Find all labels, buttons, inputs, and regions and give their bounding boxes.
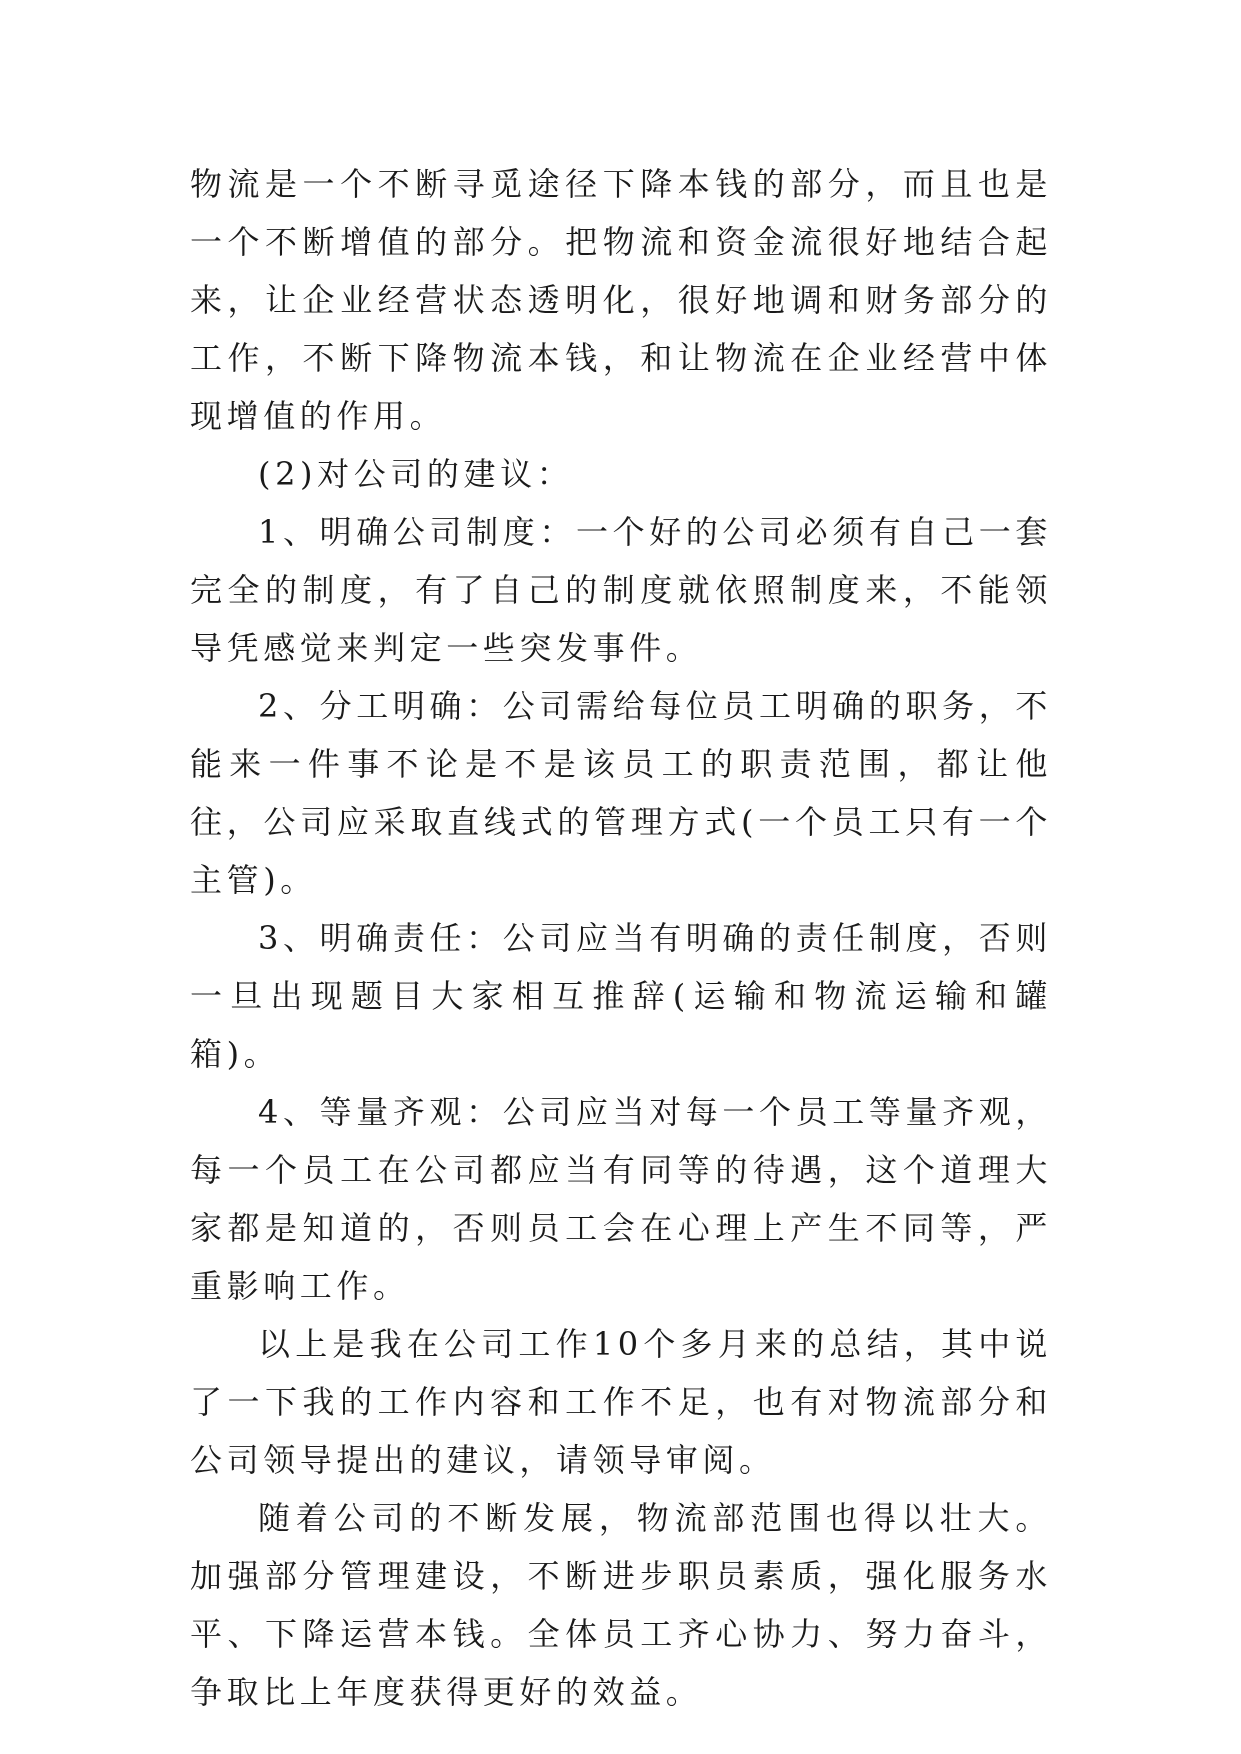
paragraph-logistics-value: 物流是一个不断寻觅途径下降本钱的部分，而且也是一个不断增值的部分。把物流和资金流很好地结合起来，让企业经营状态透明化，很好地调和财务部分的工作，不断下降物流本钱，和让物流在企业经营中体现增值的作用。 — [190, 165, 1052, 435]
paragraph-outlook: 随着公司的不断发展，物流部范围也得以壮大。加强部分管理建设，不断进步职员素质，强化服务水平、下降运营本钱。全体员工齐心协力、努力奋斗，争取比上年度获得更好的效益。 — [190, 1499, 1052, 1711]
paragraph-summary: 以上是我在公司工作10个多月来的总结，其中说了一下我的工作内容和工作不足，也有对物流部分和公司领导提出的建议，请领导审阅。 — [190, 1325, 1052, 1479]
heading-company-suggestions: (2)对公司的建议： — [258, 455, 574, 493]
document-body — [190, 155, 1052, 1721]
suggestion-3-clear-responsibility: 3、明确责任：公司应当有明确的责任制度，否则一旦出现题目大家相互推辞(运输和物流运输和罐箱)。 — [190, 919, 1052, 1073]
suggestion-1-clear-system: 1、明确公司制度：一个好的公司必须有自己一套完全的制度，有了自己的制度就依照制度来，不能领导凭感觉来判定一些突发事件。 — [190, 513, 1052, 667]
suggestion-2-clear-division: 2、分工明确：公司需给每位员工明确的职务，不能来一件事不论是不是该员工的职责范围，都让他往，公司应采取直线式的管理方式(一个员工只有一个主管)。 — [190, 687, 1052, 899]
suggestion-4-equal-treatment: 4、等量齐观：公司应当对每一个员工等量齐观，每一个员工在公司都应当有同等的待遇，这个道理大家都是知道的，否则员工会在心理上产生不同等，严重影响工作。 — [190, 1093, 1052, 1305]
